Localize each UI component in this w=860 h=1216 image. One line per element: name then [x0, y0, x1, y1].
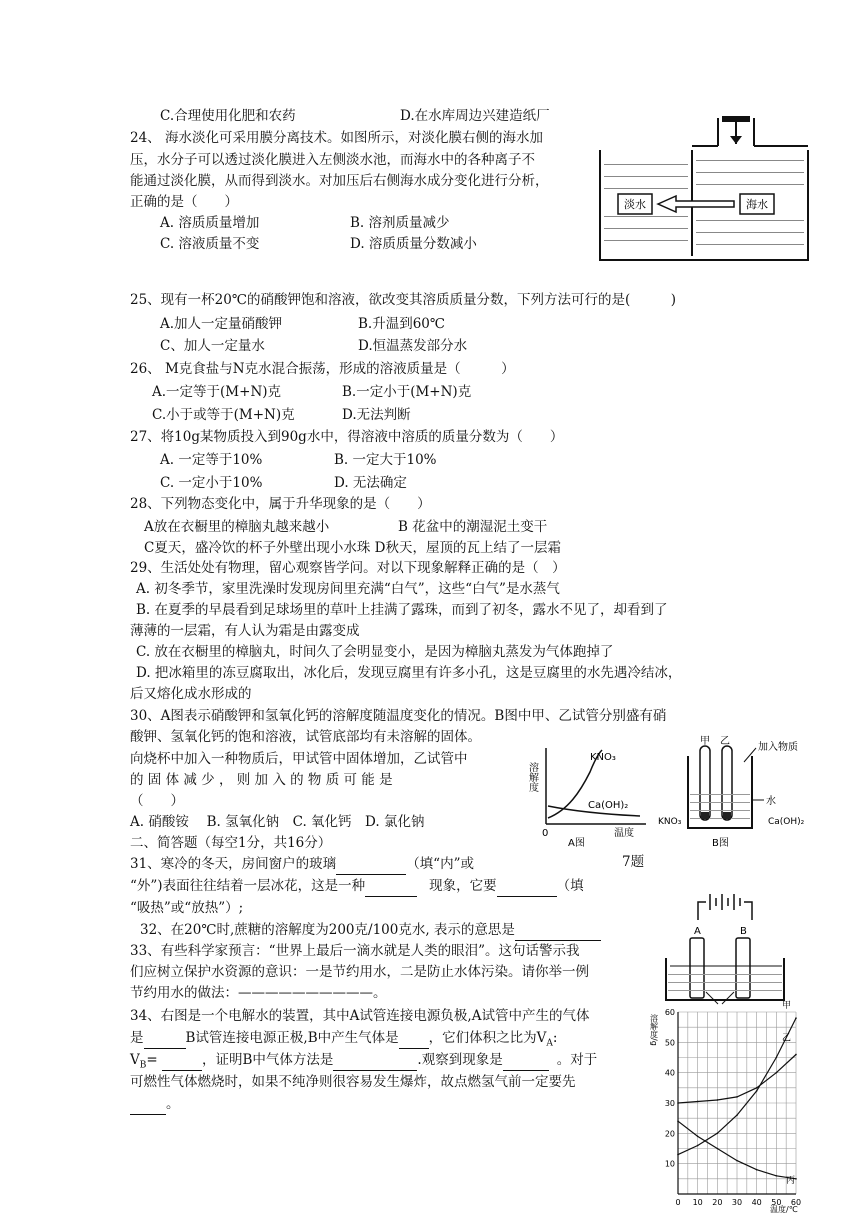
q31-blank1[interactable]	[336, 854, 406, 875]
q29-option-d-line1: D. 把冰箱里的冻豆腐取出，冰化后，发现豆腐里有许多小孔，这是豆腐里的水先遇冷结冰，	[136, 665, 682, 681]
chart-series-3-point	[795, 1178, 797, 1180]
electrolysis-figure	[660, 888, 790, 1004]
q34-text3c: ，证明B中气体方法是	[201, 1052, 334, 1068]
q31-line2	[130, 876, 584, 897]
q24-stem-line2: 压，水分子可以透过淡化膜进入左侧淡水池，而海水中的各种离子不	[130, 152, 535, 168]
q31-line3: “吸热”或“放热”）;	[130, 900, 244, 916]
chart-series-2-point	[776, 1072, 778, 1074]
fig-a-ylabel: 溶解度	[526, 762, 538, 792]
electrolysis-label-a: A	[694, 926, 701, 937]
chart-series-1-point	[697, 1145, 699, 1147]
q31-line1	[130, 854, 474, 875]
q28-stem: 28、下列物态变化中，属于升华现象的是（ ）	[130, 496, 431, 512]
q26-option-a: A.一定等于(M+N)克	[152, 384, 282, 400]
q29-option-c: C. 放在衣橱里的樟脑丸，时间久了会明显变小，是因为樟脑丸蒸发为气体跑掉了	[136, 644, 614, 660]
q34-blank2[interactable]	[399, 1028, 429, 1049]
chart-series-1-point	[756, 1090, 758, 1092]
solubility-figure-a	[528, 740, 654, 848]
q34-sub-a: A	[546, 1038, 553, 1049]
fig-b-water-label: 水	[766, 796, 776, 807]
chart-y-tick: 20	[664, 1129, 675, 1139]
q31-text2c: （填	[556, 878, 584, 894]
q34-text3a: V	[130, 1052, 140, 1068]
beaker-figure-b	[656, 732, 816, 850]
q31-blank3[interactable]	[497, 876, 557, 897]
q25-option-a: A.加人一定量硝酸钾	[160, 316, 283, 332]
chart-series-3-point	[736, 1160, 738, 1162]
q30-stem-line4: 的 固 体 减 少 ， 则 加 入 的 物 质 可 能 是	[130, 772, 393, 788]
q28-option-b: B 花盆中的潮湿泥土变干	[398, 519, 548, 535]
q27-option-c: C. 一定小于10%	[160, 475, 263, 491]
electrolysis-label-b: B	[740, 926, 747, 937]
chart-y-tick: 60	[664, 1008, 675, 1017]
q24-stem-line3: 能通过淡化膜，从而得到淡水。对加压后右侧海水成分变化进行分析，	[130, 173, 549, 189]
chart-series-1-point	[795, 1017, 797, 1019]
q34-blank5[interactable]	[503, 1050, 549, 1071]
q30-stem-line3: 向烧杯中加入一种物质后，甲试管中固体增加，乙试管中	[130, 751, 468, 767]
q33-line2: 们应树立保护水资源的意识：一是节约用水，二是防止水体污染。请你举一例	[130, 964, 589, 980]
chart-x-tick: 30	[731, 1198, 743, 1207]
q24-stem-line4: 正确的是（ ）	[130, 194, 238, 210]
chart-y-tick: 50	[664, 1038, 675, 1048]
q25-option-c: C、加人一定量水	[160, 338, 265, 354]
q34-line4: 可燃性气体燃烧时，如果不纯净则很容易发生爆炸，故点燃氢气前一定要先	[130, 1074, 576, 1090]
q34-line5	[130, 1094, 180, 1115]
fig-a-caoh-label: Ca(OH)₂	[588, 800, 629, 811]
q34-text3e: 。对于	[556, 1052, 598, 1068]
q31-text2: “外”)表面往往结着一层冰花，这是一种	[130, 878, 366, 894]
q34-blank1[interactable]	[144, 1028, 186, 1049]
q31-text1b: （填“内”或	[406, 856, 474, 872]
chart-series-1-point	[677, 1154, 679, 1156]
q29-option-a: A. 初冬季节，家里洗澡时发现房间里充满“白气”，这些“白气”是水蒸气	[136, 581, 560, 597]
q34-text3b: =	[146, 1052, 162, 1068]
q27-option-d: D. 无法确定	[334, 475, 407, 491]
q34-line1: 34、右图是一个电解水的装置，其中A试管连接电源负极,A试管中产生的气体	[130, 1008, 590, 1024]
chart-series-2-point	[736, 1096, 738, 1098]
q34-text3d: .观察到现象是	[417, 1052, 503, 1068]
q28-option-a: A放在衣橱里的樟脑丸越来越小	[144, 519, 330, 535]
solubility-chart	[649, 1001, 818, 1216]
chart-y-tick: 40	[664, 1068, 675, 1078]
chart-series-1-point	[776, 1057, 778, 1059]
q30-stem-line1: 30、A图表示硝酸钾和氢氧化钙的溶解度随温度变化的情况。B图中甲、乙试管分别盛有硝	[130, 708, 667, 724]
q25-option-b: B.升温到60℃	[358, 316, 445, 332]
chart-series-1-point	[736, 1114, 738, 1116]
chart-series-2-point	[795, 1054, 797, 1056]
q33-line1: 33、有些科学家预言：“世界上最后一滴水就是人类的眼泪”。这句话警示我	[130, 943, 580, 959]
q34-line2: 是 B试管连接电源正极,B中产生气体是 ，它们体积之比为$V_A$:	[130, 1030, 558, 1049]
fig-a-kno3-label: KNO₃	[590, 752, 616, 763]
desalination-figure	[596, 116, 814, 264]
q25-option-d: D.恒温蒸发部分水	[358, 338, 468, 354]
chart-series-2-point	[756, 1087, 758, 1089]
q24-option-b: B. 溶剂质量减少	[350, 215, 450, 231]
chart-series-3-label: 丙	[786, 1175, 796, 1186]
q31-blank2[interactable]	[365, 876, 417, 897]
chart-ylabel: 溶解度/g	[649, 1014, 659, 1046]
q32-line	[140, 920, 601, 941]
q34-text2c: ，它们体积之比为V	[428, 1030, 547, 1046]
chart-series-3-point	[677, 1120, 679, 1122]
q24-stem-line1: 24、 海水淡化可采用膜分离技术。如图所示，对淡化膜右侧的海水加	[130, 130, 543, 146]
q24-option-c: C. 溶液质量不变	[160, 236, 260, 252]
chart-x-tick: 0	[675, 1198, 681, 1207]
q30-stem-line5: （ ）	[130, 793, 184, 809]
q31-text1: 31、寒冷的冬天，房间窗户的玻璃	[130, 856, 337, 872]
q32-blank[interactable]	[515, 920, 601, 941]
q30-options: A. 硝酸铵 B. 氢氧化钠 C. 氧化钙 D. 氯化钠	[130, 814, 425, 830]
q29-option-b-line1: B. 在夏季的早晨看到足球场里的草叶上挂满了露珠，而到了初冬，露水不见了，却看到了	[136, 602, 668, 618]
q25-stem: 25、现有一杯20℃的硝酸钾饱和溶液，欲改变其溶质质量分数，下列方法可行的是( )	[130, 292, 676, 308]
fig-freshwater-label: 淡水	[624, 198, 646, 211]
q34-text2a: 是	[130, 1030, 144, 1046]
q26-option-c: C.小于或等于(M+N)克	[152, 407, 295, 423]
q31-side-note: 7题	[622, 854, 645, 870]
chart-series-2-point	[717, 1099, 719, 1101]
fig-b-caoh-label: Ca(OH)₂	[768, 817, 805, 827]
chart-series-3-point	[756, 1169, 758, 1171]
q26-option-d: D.无法判断	[342, 407, 411, 423]
fig-a-origin: 0	[542, 828, 549, 839]
fig-b-caption: B图	[712, 838, 729, 849]
q34-sub-b: B	[139, 1060, 147, 1071]
chart-series-3-point	[717, 1148, 719, 1150]
fig-b-jia: 甲	[700, 736, 710, 747]
chart-x-tick: 50	[771, 1198, 782, 1207]
fig-a-xlabel: 温度	[614, 828, 634, 839]
q23-option-d: D.在水库周边兴建造纸厂	[400, 108, 550, 124]
fig-seawater-label: 海水	[746, 198, 768, 211]
q27-option-a: A. 一定等于10%	[160, 452, 263, 468]
q32-text: 32、在20℃时,蔗糖的溶解度为200克/100克水, 表示的意思是	[140, 922, 515, 938]
q27-option-b: B. 一定大于10%	[334, 452, 437, 468]
chart-series-1-point	[717, 1133, 719, 1135]
q24-option-d: D. 溶质质量分数减小	[350, 236, 477, 252]
fig-b-kno3-label: KNO₃	[658, 817, 682, 827]
q34-text2b: B试管连接电源正极,B中产生气体是	[185, 1030, 399, 1046]
chart-series-2-point	[697, 1101, 699, 1103]
q28-option-cd: C夏天，盛冷饮的杯子外壁出现小水珠 D秋天，屋顶的瓦上结了一层霜	[144, 540, 561, 556]
q30-stem-line2: 酸钾、氢氧化钙的饱和溶液，试管底部均有未溶解的固体。	[130, 729, 481, 745]
chart-x-tick: 20	[712, 1198, 723, 1207]
chart-y-tick: 30	[664, 1099, 675, 1108]
chart-series-1-label: 甲	[782, 1001, 792, 1012]
chart-x-tick: 10	[692, 1198, 703, 1207]
q34-blank3[interactable]	[162, 1050, 202, 1071]
chart-y-tick: 10	[664, 1159, 675, 1169]
chart-series-2-point	[677, 1102, 679, 1104]
q29-option-b-line2: 薄薄的一层霜，有人认为霜是由露变成	[130, 623, 360, 639]
q31-text2b: 现象，它要	[429, 878, 497, 894]
q34-text5: 。	[166, 1096, 180, 1112]
q23-option-c: C.合理使用化肥和农药	[160, 108, 296, 124]
chart-x-tick: 60	[790, 1198, 802, 1207]
chart-x-tick: 40	[751, 1198, 762, 1207]
q33-line3: 节约用水的做法：——————————。	[130, 985, 387, 1001]
q34-blank6[interactable]	[130, 1094, 166, 1115]
q29-stem: 29、生活处处有物理，留心观察皆学问。对以下现象解释正确的是（ ）	[130, 560, 566, 576]
fig-b-added-label: 加入物质	[758, 742, 798, 753]
q29-option-d-line2: 后又熔化成水形成的	[130, 686, 252, 702]
chart-series-3-point	[776, 1175, 778, 1177]
chart-series-2-label: 乙	[782, 1033, 792, 1044]
section2-title: 二、简答题（每空1分，共16分）	[130, 835, 332, 851]
chart-series-3-point	[697, 1136, 699, 1138]
q24-option-a: A. 溶质质量增加	[160, 215, 260, 231]
fig-b-yi: 乙	[720, 736, 730, 747]
q27-stem: 27、将10g某物质投入到90g水中，得溶液中溶质的质量分数为（ ）	[130, 429, 564, 445]
q26-option-b: B.一定小于(M+N)克	[342, 384, 472, 400]
fig-a-caption: A图	[568, 838, 585, 849]
q34-blank4[interactable]	[333, 1050, 417, 1071]
chart-xlabel: 温度/℃	[770, 1205, 798, 1214]
q26-stem: 26、 M克食盐与N克水混合振荡，形成的溶液质量是（ ）	[130, 361, 515, 377]
